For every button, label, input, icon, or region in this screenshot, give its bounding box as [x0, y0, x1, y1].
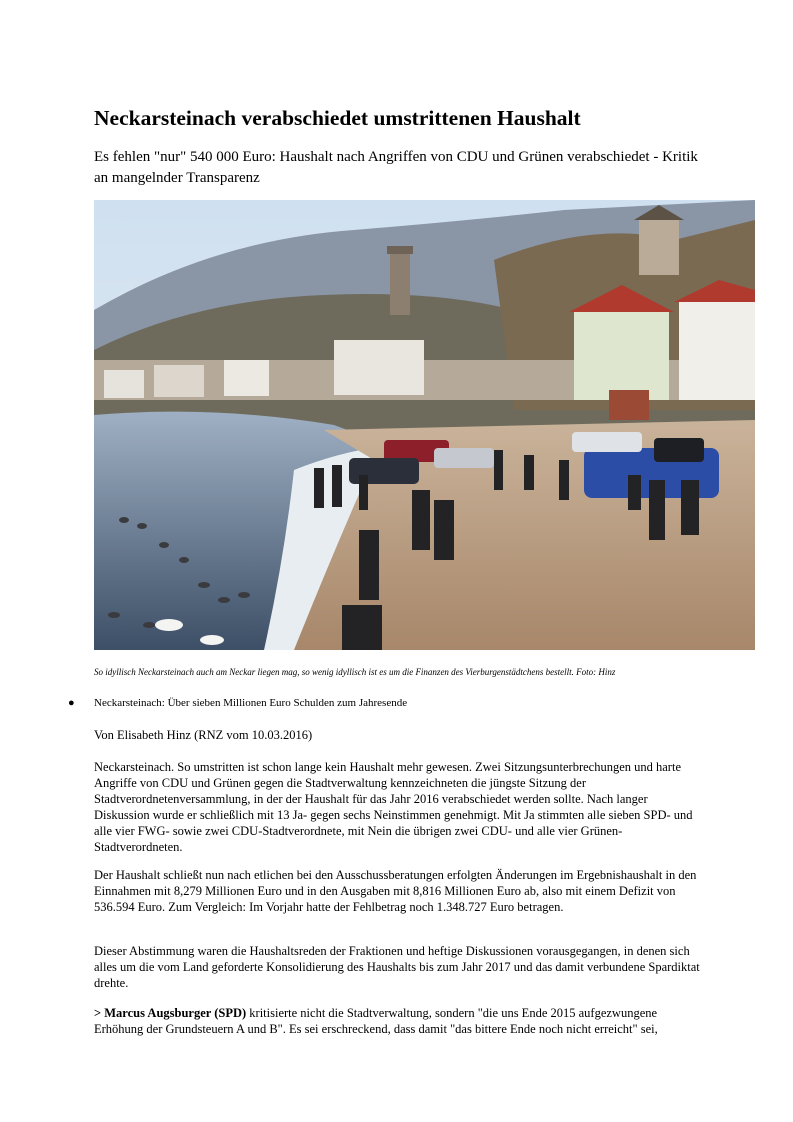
article-photo — [94, 200, 755, 650]
byline: Von Elisabeth Hinz (RNZ vom 10.03.2016) — [94, 728, 313, 742]
paragraph-4-text: kritisierte nicht die Stadtverwaltung, sondern "die uns Ende 2015 aufgezwungene Erhöhung der Grundsteuern A und B". Es sei erschreckend, dass damit "das bittere Ende noch nicht erreicht" sei, — [94, 1006, 658, 1036]
paragraph-2: Der Haushalt schließt nun nach etlichen bei den Ausschussberatungen erfolgten Änderungen im Ergebnishaushalt in den Einnahmen mit 8,279 Millionen Euro und in den Ausgaben mit 8,816 Millionen Euro ab, also mit einem Defizit von 536.594 Euro. Zum Vergleich: Im Vorjahr hatte der Fehlbetrag noch 1.348.727 Euro betragen. — [94, 868, 697, 914]
article-subtitle: Es fehlen "nur" 540 000 Euro: Haushalt nach Angriffen von CDU und Grünen verabschiedet - Kritik an mangelnder Transparenz — [94, 149, 698, 186]
speaker-name: > Marcus Augsburger (SPD) — [94, 1006, 247, 1020]
paragraph-1: Neckarsteinach. So umstritten ist schon lange kein Haushalt mehr gewesen. Zwei Sitzungsunterbrechungen und harte Angriffe von CDU und Grünen gegen die Stadtverwaltung kennzeichneten die jüngste Sitzung der Stadtverordnetenversammlung, in der der Haushalt für das Jahr 2016 verabschiedet werden sollte. Nach langer Diskussion wurde er schließlich mit 13 Ja- gegen sechs Neinstimmen genehmigt. Mit Ja stimmten alle sieben SPD- und alle vier FWG- sowie zwei CDU-Stadtverordnete, mit Nein die übrigen zwei CDU- und alle vier Grünen-Stadtverordneten. — [94, 760, 693, 854]
article-title: Neckarsteinach verabschiedet umstrittenen Haushalt — [94, 106, 581, 130]
related-article-link[interactable]: Neckarsteinach: Über sieben Millionen Euro Schulden zum Jahresende — [94, 697, 408, 709]
paragraph-4 — [94, 1005, 706, 1037]
bullet-icon: ● — [68, 697, 75, 709]
photo-caption: So idyllisch Neckarsteinach auch am Neckar liegen mag, so wenig idyllisch ist es um die Finanzen des Vierburgenstädtchens bestellt. Foto: Hinz — [94, 667, 616, 677]
paragraph-3: Dieser Abstimmung waren die Haushaltsreden der Fraktionen und heftige Diskussionen vorausgegangen, in denen sich alles um die vom Land geforderte Konsolidierung des Haushalts bis zum Jahr 2017 und das damit verbundene Spardiktat drehte. — [94, 944, 700, 990]
related-article — [68, 696, 708, 710]
